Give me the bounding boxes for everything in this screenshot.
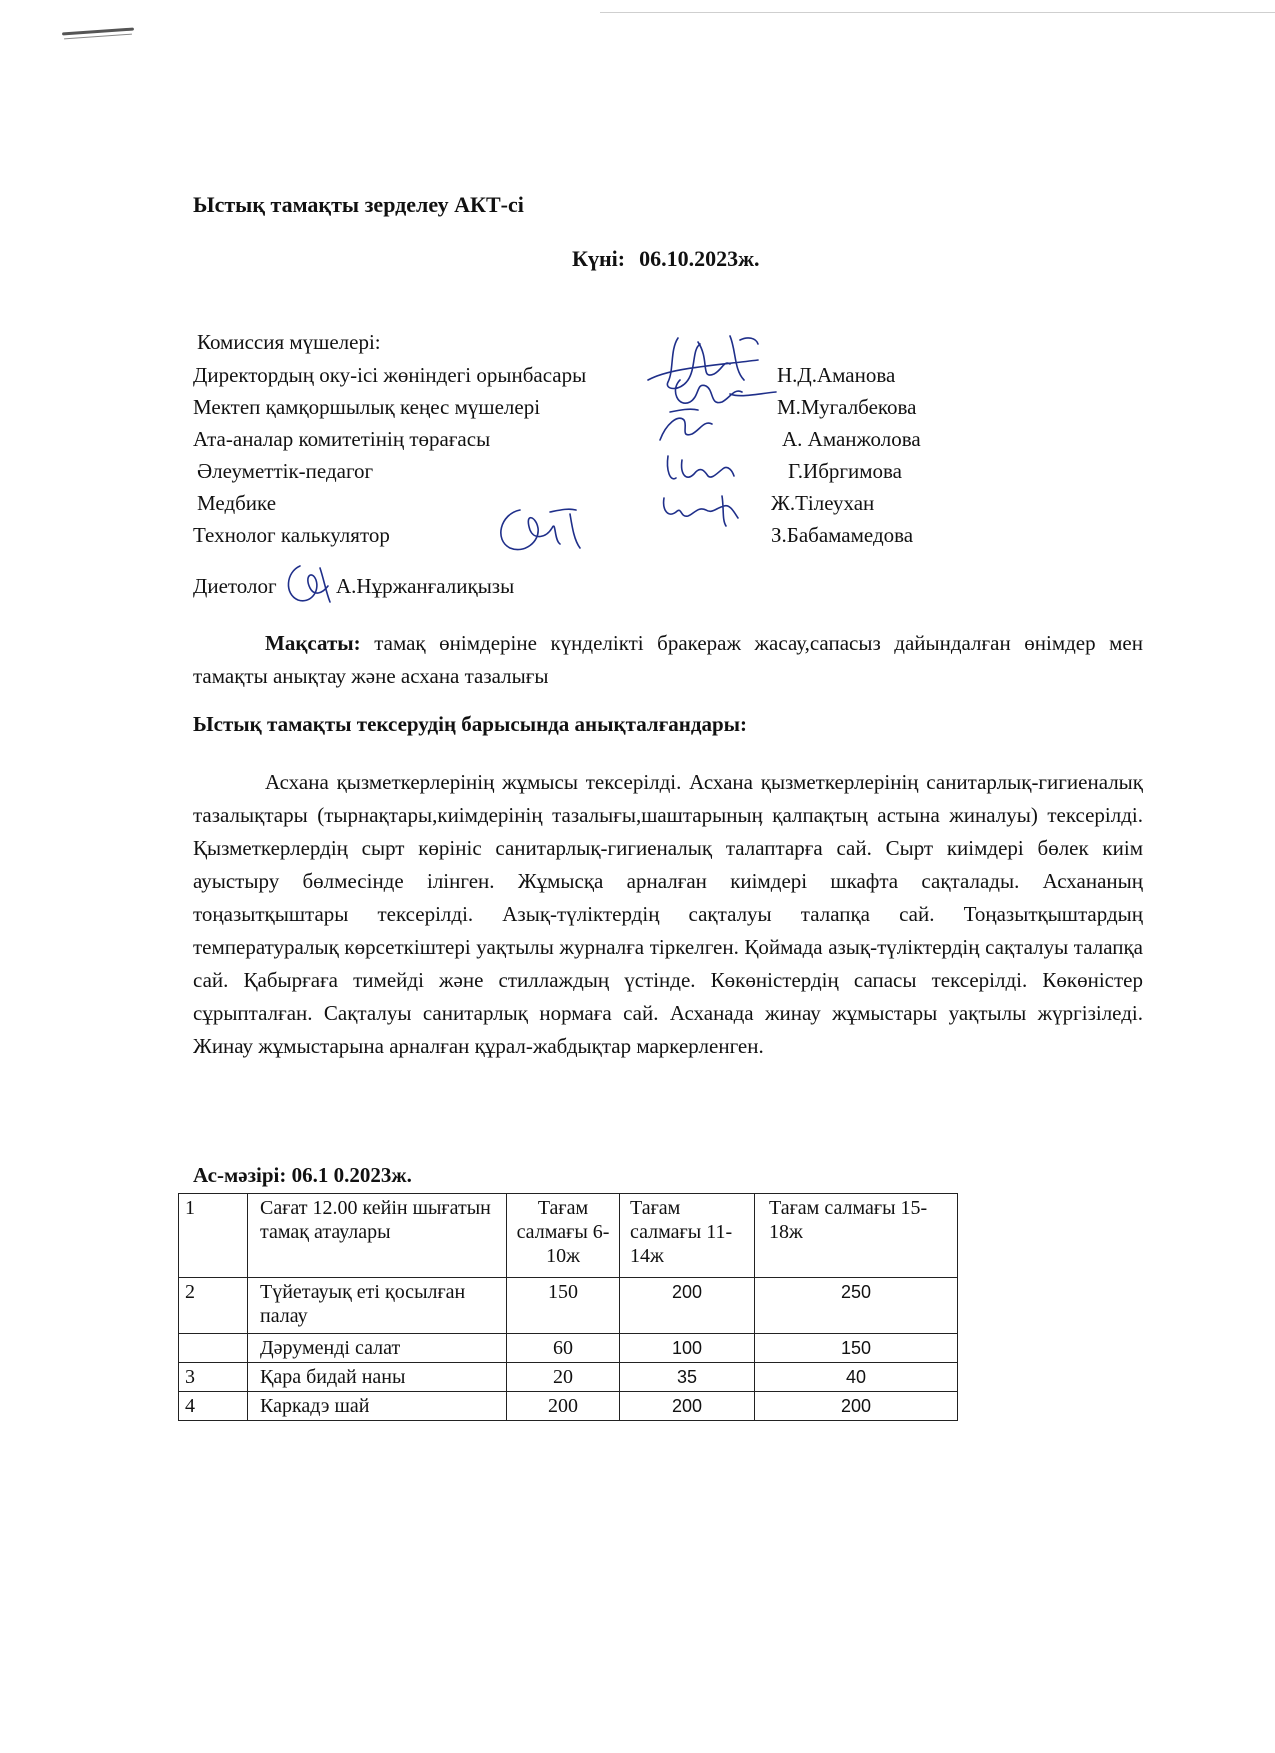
goal-text: тамақ өнімдеріне күнделікті бракераж жасау,сапасыз дайындалған өнімдер мен тамақты анықтау және асхана тазалығы [193,631,1143,688]
member-name: А.Нұржанғалиқызы [336,574,515,598]
table-cell: 150 [755,1334,958,1363]
member-role: Әлеуметтік-педагог [197,459,374,483]
table-cell: Сағат 12.00 кейін шығатын тамақ атаулары [248,1194,507,1278]
table-cell: Қара бидай наны [248,1363,507,1392]
goal-label: Мақсаты: [265,631,361,655]
date-label: Күні: [572,246,626,271]
table-cell: 150 [507,1278,620,1334]
table-cell: Тағам салмағы 6-10ж [507,1194,620,1278]
table-cell: 60 [507,1334,620,1363]
date-value: 06.10.2023ж. [639,246,760,271]
member-role: Директордың оку-ісі жөніндегі орынбасары [193,363,587,387]
commission-heading: Комиссия мүшелері: [197,330,381,354]
table-cell: 200 [620,1392,755,1421]
table-cell: 40 [755,1363,958,1392]
signature-image [280,560,340,608]
document-title: Ыстық тамақты зерделеу АКТ-сі [193,192,524,217]
member-name: Н.Д.Аманова [777,363,896,387]
table-row [179,1392,958,1421]
member-name: А. Аманжолова [782,427,921,451]
table-cell: 200 [507,1392,620,1421]
table-cell: Түйетауық еті қосылған палау [248,1278,507,1334]
table-cell: Дәруменді салат [248,1334,507,1363]
table-cell: 20 [507,1363,620,1392]
table-cell: 250 [755,1278,958,1334]
menu-heading: Ас-мәзірі: 06.1 0.2023ж. [193,1163,412,1187]
findings-paragraph: Асхана қызметкерлерінің жұмысы тексерілді. Асхана қызметкерлерінің санитарлық-гигиеналық тазалықтары (тырнақтары,киімдерінің тазалығы,шаштарыныӊ қалпақтың астына жиналуы) тексерілді. Қызметкерлердің сырт көрініс санитарлық-гигиеналық талаптарға сай. Сырт киімдері бөлек киім ауыстыру бөлмесінде ілінген. Жұмысқа арналған киімдері шкафта сақталады. Асхананың тоңазытқыштары тексерілді. Азық-түліктердің сақталуы талапқа сай. Тоңазытқыштардың температуралық көрсеткіштері уақтылы журналға тіркелген. Қоймада азық-түліктердің сақталуы талапқа сай. Қабырғаға тимейді және стиллаждың үстінде. Көкөністердің сапасы тексерілді. Көкөністер сұрыпталған. Сақталуы санитарлық нормаға сай. Асханада жинау жұмыстары уақтылы жүргізіледі. Жинау жұмыстарына арналған құрал-жабдықтар маркерленген. [193,770,1143,1058]
table-cell: Тағам салмағы 11-14ж [620,1194,755,1278]
table-row [179,1334,958,1363]
signature-image [660,448,740,490]
table-cell [179,1334,248,1363]
member-name: З.Бабамамедова [771,523,914,547]
table-cell: Каркадэ шай [248,1392,507,1421]
member-role: Диетолог [193,574,277,598]
table-cell: 4 [179,1392,248,1421]
table-cell: 35 [620,1363,755,1392]
member-role: Медбике [197,491,277,515]
table-cell: 100 [620,1334,755,1363]
member-name: Г.Ибргимова [788,459,902,483]
table-cell: 200 [755,1392,958,1421]
signature-image [490,500,590,558]
signature-image [650,404,730,450]
table-cell: 2 [179,1278,248,1334]
table-cell: 3 [179,1363,248,1392]
table-row [179,1363,958,1392]
signature-image [654,488,744,528]
table-cell: 1 [179,1194,248,1278]
member-name: М.Мугалбекова [777,395,917,419]
document-date [572,246,760,272]
scan-edge-line [600,12,1275,13]
member-name: Ж.Тілеухан [771,491,875,515]
goal-paragraph [193,627,1143,693]
member-role: Мектеп қамқоршылық кеңес мүшелері [193,395,541,419]
table-row [179,1278,958,1334]
table-header-row [179,1194,958,1278]
member-role: Технолог калькулятор [193,523,390,547]
menu-table [178,1193,958,1421]
member-role: Ата-аналар комитетінің төрағасы [193,427,491,451]
findings-heading: Ыстық тамақты тексерудің барысында анықталғандары: [193,712,748,736]
table-cell: 200 [620,1278,755,1334]
table-cell: Тағам салмағы 15-18ж [755,1194,958,1278]
